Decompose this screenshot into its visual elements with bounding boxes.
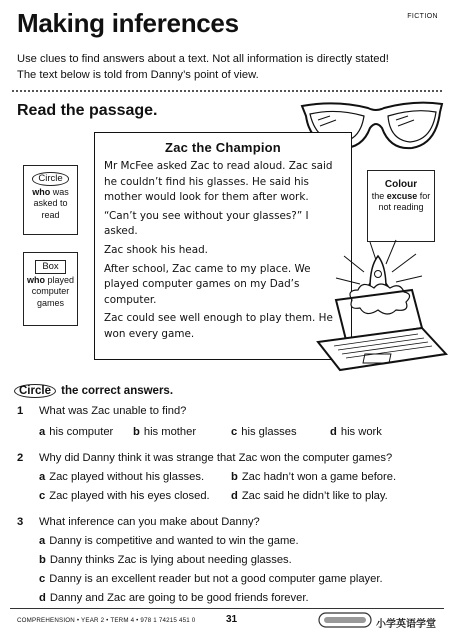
question-number: 1 [17, 405, 24, 417]
passage-paragraph: “Can’t you see without your glasses?” I asked. [104, 209, 309, 238]
answer-option[interactable] [39, 490, 210, 502]
watermark-text: 小学英语学堂 [376, 619, 436, 630]
answer-option[interactable] [39, 535, 299, 547]
option-letter: a [39, 535, 46, 547]
answer-option[interactable] [231, 490, 388, 502]
laptop-rocket-illustration [300, 236, 452, 378]
answer-option[interactable] [39, 554, 292, 566]
answer-option[interactable] [39, 592, 309, 604]
question-number: 2 [17, 452, 24, 464]
passage-paragraph: Zac shook his head. [104, 243, 208, 256]
answer-option[interactable] [39, 573, 383, 585]
category-tag: FICTION [407, 13, 438, 20]
note-box-players [23, 252, 78, 326]
passage-paragraph: After school, Zac came to my place. We played computer games on my Dad’s computer. [104, 262, 311, 306]
answer-option[interactable] [231, 471, 396, 483]
passage-title: Zac the Champion [165, 140, 281, 155]
option-letter: b [231, 471, 238, 483]
option-text: his computer [49, 426, 114, 438]
option-text: his glasses [241, 426, 297, 438]
note-keyword: excuse [386, 190, 418, 201]
option-letter: a [39, 426, 46, 438]
note-circle-reader [23, 165, 78, 235]
option-text: Zac played with his eyes closed. [49, 490, 210, 502]
option-letter: b [133, 426, 140, 438]
section-title: Read the passage. [17, 102, 158, 119]
option-text: Danny and Zac are going to be good friends forever. [49, 592, 309, 604]
option-letter: c [39, 490, 46, 502]
option-letter: d [330, 426, 337, 438]
page-number: 31 [226, 614, 238, 625]
option-text: Danny is an excellent reader but not a good computer game player. [49, 573, 383, 585]
option-letter: c [39, 573, 46, 585]
note-colour-excuse [367, 170, 435, 242]
question-text: What inference can you make about Danny? [39, 516, 260, 528]
page-title: Making inferences [17, 8, 239, 38]
passage-paragraph: Mr McFee asked Zac to read aloud. Zac said he couldn’t find his glasses. He said his mother would look for them after work. [104, 160, 333, 204]
intro-text [17, 52, 427, 83]
circle-marker: Circle [32, 172, 68, 186]
question-text: Why did Danny think it was strange that Zac won the computer games? [39, 452, 393, 464]
intro-line-2: The text below is told from Danny’s point of view. [17, 68, 259, 81]
note-keyword: who [26, 274, 45, 285]
option-letter: d [39, 592, 46, 604]
option-text: Zac said he didn’t like to play. [241, 490, 388, 502]
footer-text: COMPREHENSION • YEAR 2 • TERM 4 • 978 1 74215 451 0 [17, 617, 196, 624]
answer-option[interactable] [39, 471, 204, 483]
footer-divider [10, 608, 444, 609]
question-number: 3 [17, 516, 24, 528]
option-letter: c [231, 426, 238, 438]
option-text: Zac hadn’t won a game before. [241, 471, 397, 483]
passage-paragraph: Zac could see well enough to play them. He won every game. [104, 312, 333, 340]
question-text: What was Zac unable to find? [39, 405, 187, 417]
option-letter: d [231, 490, 238, 502]
answer-option[interactable] [330, 426, 382, 438]
note-text: the [371, 190, 387, 201]
option-text: his work [340, 426, 382, 438]
dotted-divider [12, 90, 442, 92]
option-text: Zac played without his glasses. [49, 471, 205, 483]
option-letter: a [39, 471, 46, 483]
option-text: Danny is competitive and wanted to win the game. [49, 535, 299, 547]
option-text: his mother [143, 426, 197, 438]
answer-option[interactable] [133, 426, 196, 438]
answer-option[interactable] [39, 426, 113, 438]
note-keyword: who [32, 186, 51, 197]
note-text: was asked to read [33, 186, 69, 220]
colour-marker: Colour [384, 179, 418, 190]
questions-heading-text: the correct answers. [57, 385, 174, 397]
note-text: for not reading [378, 190, 431, 212]
option-letter: b [39, 554, 46, 566]
circle-marker: Circle [14, 384, 56, 398]
note-text: played computer games [31, 274, 75, 308]
questions-heading [14, 384, 173, 398]
box-marker: Box [35, 260, 65, 274]
intro-line-1: Use clues to find answers about a text. Not all information is directly stated! [17, 53, 389, 65]
answer-option[interactable] [231, 426, 297, 438]
publisher-logo [318, 612, 372, 628]
option-text: Danny thinks Zac is lying about needing glasses. [49, 554, 292, 566]
